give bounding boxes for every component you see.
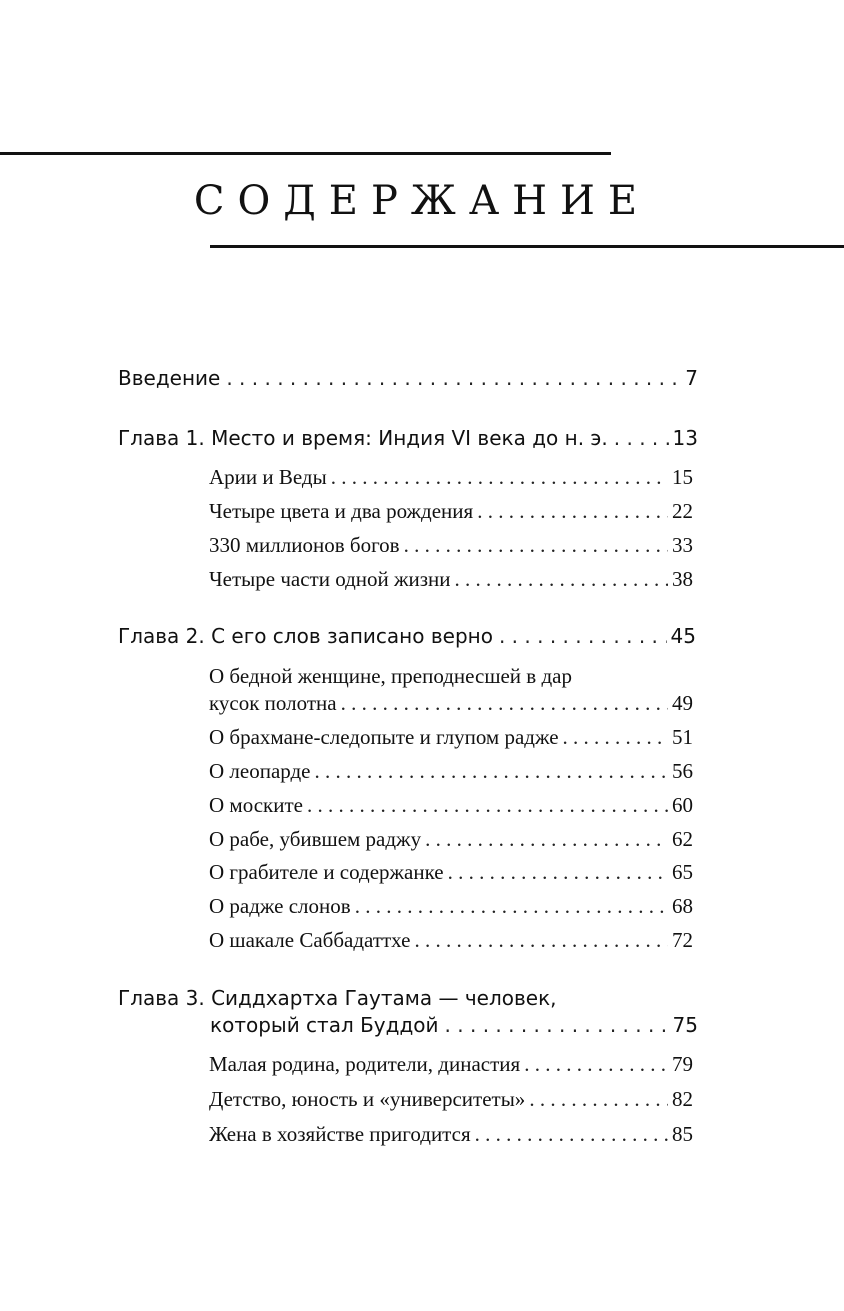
toc-entry-section[interactable]: [209, 858, 693, 886]
toc-entry-section[interactable]: [209, 1050, 693, 1078]
toc-entry-label: О радже слонов: [209, 894, 351, 918]
toc-entry-chapter-1[interactable]: [118, 424, 698, 452]
toc-entry-page: 7: [685, 366, 698, 390]
toc-entry-label: Четыре цвета и два рождения: [209, 499, 474, 523]
toc-entry-section[interactable]: [209, 497, 693, 525]
toc-entry-introduction[interactable]: [118, 364, 698, 392]
toc-entry-label: О грабителе и содержанке: [209, 860, 444, 884]
toc-entry-page: 82: [672, 1087, 693, 1111]
toc-entry-section[interactable]: [209, 757, 693, 785]
toc-entry-section[interactable]: [209, 1085, 693, 1113]
toc-entry-section-line1[interactable]: О бедной женщине, преподнесшей в дар: [209, 664, 572, 688]
toc-entry-label: О рабе, убившем раджу: [209, 827, 422, 851]
toc-entry-page: 85: [672, 1122, 693, 1146]
toc-entry-page: 72: [672, 928, 693, 952]
toc-entry-section[interactable]: [209, 1120, 693, 1148]
toc-entry-page: 15: [672, 465, 693, 489]
dot-leader: [404, 531, 668, 559]
dot-leader: [563, 723, 668, 751]
toc-entry-label: Детство, юность и «университеты»: [209, 1087, 526, 1111]
toc-entry-page: 38: [672, 567, 693, 591]
toc-entry-page: 68: [672, 894, 693, 918]
toc-entry-page: 49: [672, 691, 693, 715]
toc-entry-label: Четыре части одной жизни: [209, 567, 451, 591]
dot-leader: [445, 1011, 669, 1039]
toc-entry-label: Арии и Веды: [209, 465, 327, 489]
toc-entry-page: 75: [672, 1013, 698, 1037]
toc-entry-page: 13: [672, 426, 698, 450]
toc-entry-label: кусок полотна: [209, 691, 337, 715]
toc-entry-page: 60: [672, 793, 693, 817]
toc-entry-page: 22: [672, 499, 693, 523]
toc-entry-section[interactable]: [209, 825, 693, 853]
toc-entry-page: 51: [672, 725, 693, 749]
toc-entry-page: 56: [672, 759, 693, 783]
toc-entry-section[interactable]: [209, 531, 693, 559]
page-title: СОДЕРЖАНИЕ: [193, 178, 651, 224]
toc-entry-label: О леопарде: [209, 759, 311, 783]
toc-entry-label: О брахмане-следопыте и глупом радже: [209, 725, 559, 749]
dot-leader: [331, 463, 668, 491]
toc-entry-section[interactable]: [209, 723, 693, 751]
dot-leader: [529, 1085, 668, 1113]
toc-entry-section[interactable]: [209, 689, 693, 717]
toc-entry-section[interactable]: [209, 791, 693, 819]
toc-entry-label: Глава 1. Место и время: Индия VI века до н. э.: [118, 426, 608, 450]
toc-entry-label: который стал Буддой: [210, 1013, 439, 1037]
toc-entry-section[interactable]: [209, 565, 693, 593]
dot-leader: [614, 424, 669, 452]
dot-leader: [414, 926, 668, 954]
toc-entry-page: 33: [672, 533, 693, 557]
dot-leader: [226, 364, 681, 392]
dot-leader: [524, 1050, 668, 1078]
toc-entry-page: 45: [670, 624, 696, 648]
toc-entry-page: 79: [672, 1052, 693, 1076]
toc-entry-label: О шакале Саббадаттхе: [209, 928, 411, 952]
toc-entry-section[interactable]: [209, 926, 693, 954]
toc-entry-chapter-2[interactable]: [118, 622, 696, 650]
toc-entry-section[interactable]: [209, 892, 693, 920]
dot-leader: [499, 622, 667, 650]
dot-leader: [355, 892, 668, 920]
dot-leader: [425, 825, 668, 853]
dot-leader: [477, 497, 668, 525]
bottom-rule: [210, 245, 844, 248]
top-rule: [0, 152, 611, 155]
toc-entry-section[interactable]: [209, 463, 693, 491]
toc-entry-chapter-3-line1[interactable]: Глава 3. Сиддхартха Гаутама — человек,: [118, 986, 557, 1010]
toc-entry-page: 62: [672, 827, 693, 851]
toc-entry-label: Введение: [118, 366, 221, 390]
dot-leader: [448, 858, 668, 886]
toc-entry-label: Жена в хозяйстве пригодится: [209, 1122, 471, 1146]
dot-leader: [315, 757, 668, 785]
toc-entry-label: О моските: [209, 793, 303, 817]
dot-leader: [475, 1120, 668, 1148]
toc-entry-page: 65: [672, 860, 693, 884]
toc-entry-chapter-3[interactable]: [210, 1011, 698, 1039]
toc-entry-label: 330 миллионов богов: [209, 533, 400, 557]
dot-leader: [307, 791, 668, 819]
dot-leader: [341, 689, 668, 717]
toc-entry-label: Малая родина, родители, династия: [209, 1052, 521, 1076]
toc-entry-label: Глава 2. С его слов записано верно: [118, 624, 493, 648]
dot-leader: [455, 565, 668, 593]
